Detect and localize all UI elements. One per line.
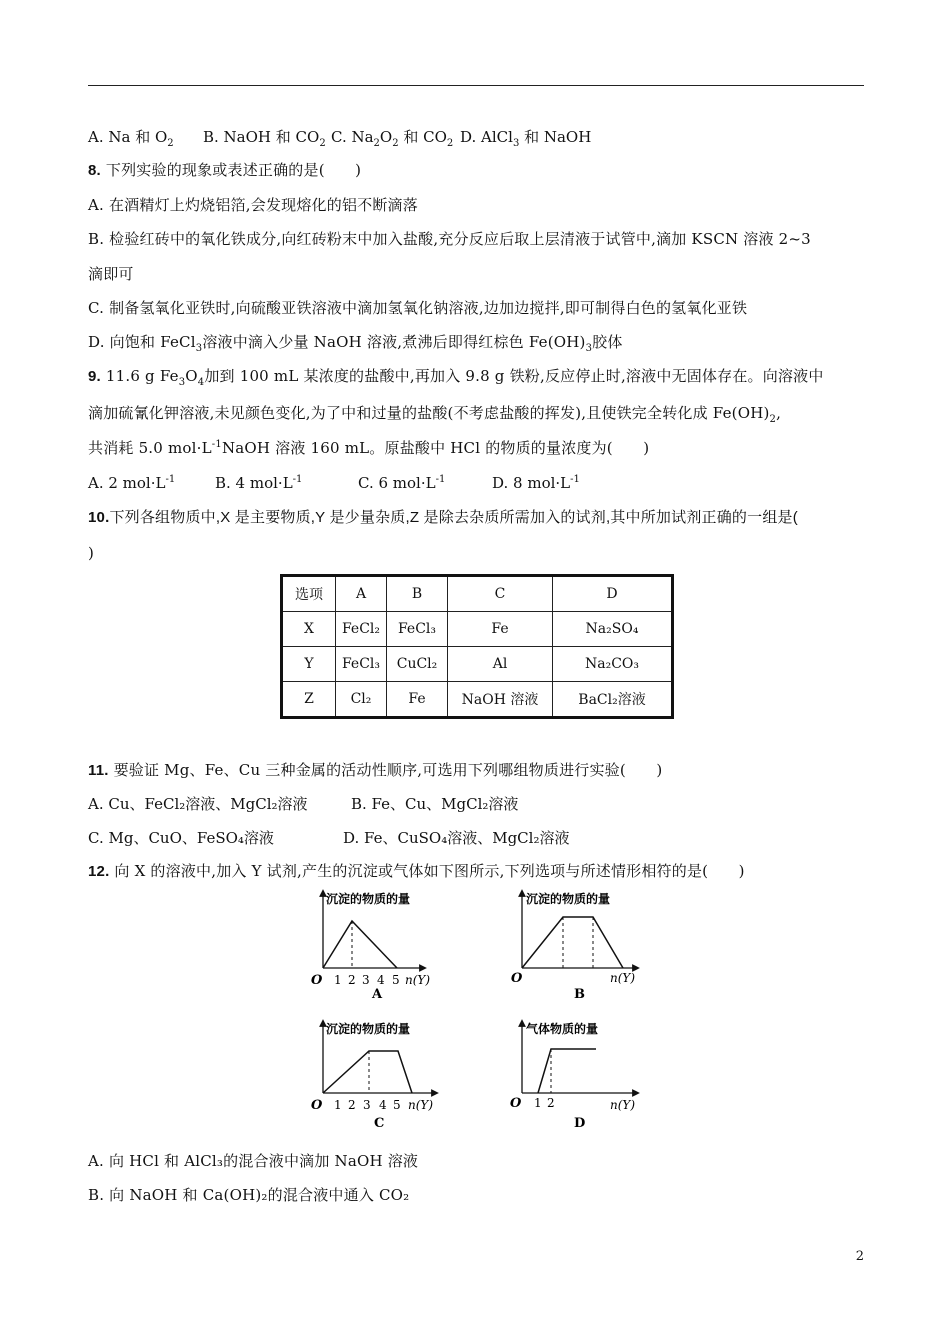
q7-option-c: C. $Na_2O_2$ 和 $CO_2$ [331,128,454,149]
table-cell: FeCl₃ [336,647,387,682]
table-cell: Na₂SO₄ [553,612,673,647]
ylabel: 沉淀的物质的量 [326,1022,411,1036]
page-number: 2 [855,1249,864,1264]
table-cell: Y [282,647,336,682]
tick-label: 1 [534,1096,542,1110]
origin-label: O [511,971,523,986]
table-row [282,682,673,718]
q9-option-b: B. 4 $mol\cdot L^{-1}$ [215,474,303,492]
xlabel: n(Y) [610,971,636,985]
xlabel: n(Y) [408,1098,434,1112]
graph-caption: D [574,1116,586,1131]
q7-option-b: B. NaOH 和 $CO_2$ [203,128,326,149]
q9-option-c: C. 6 $mol\cdot L^{-1}$ [358,474,446,492]
q9-option-a: A. 2 $mol\cdot L^{-1}$ [88,474,176,492]
origin-label: O [311,1098,323,1113]
table-cell: Z [282,682,336,718]
graph-a [305,885,445,1005]
graph-d [508,1015,648,1135]
table-row [282,647,673,682]
table-cell: X [282,612,336,647]
q11-option-c: C. Mg、CuO、FeSO₄溶液 [88,829,274,847]
table-cell: Na₂CO₃ [553,647,673,682]
table-cell: D [553,576,673,612]
q11-stem: 11. 要验证 Mg、Fe、Cu 三种金属的活动性顺序,可选用下列哪组物质进行实验( ) [88,761,663,779]
header-rule [88,85,864,86]
table-cell: Fe [448,612,553,647]
ylabel: 沉淀的物质的量 [526,892,611,906]
q12-stem: 12. 向 X 的溶液中,加入 Y 试剂,产生的沉淀或气体如下图所示,下列选项与所述情形相符的是( ) [88,862,745,880]
graph-c [305,1015,445,1135]
q10-stem: 10.下列各组物质中,X 是主要物质,Y 是少量杂质,Z 是除去杂质所需加入的试剂,其中所加试剂正确的一组是( [88,509,798,526]
tick-label: 2 [547,1096,555,1110]
tick-label: 5 [392,973,400,987]
tick-label: 4 [377,973,385,987]
xlabel: n(Y) [610,1098,636,1112]
q8-option-a: A. 在酒精灯上灼烧铝箔,会发现熔化的铝不断滴落 [88,196,418,214]
tick-label: 5 [393,1098,401,1112]
table-cell: CuCl₂ [387,647,448,682]
q9-line2: 滴加硫氰化钾溶液,未见颜色变化,为了中和过量的盐酸(不考虑盐酸的挥发),且使铁完全转化成 $Fe(OH)_2$, [88,404,782,425]
q7-option-d: D. AlCl$_3$ 和 NaOH [460,128,592,149]
tick-label: 3 [363,1098,371,1112]
graph-caption: C [374,1116,385,1131]
tick-label: 3 [362,973,370,987]
table-cell: C [448,576,553,612]
table-cell: FeCl₂ [336,612,387,647]
table-cell: FeCl₃ [387,612,448,647]
tick-label: 2 [348,1098,356,1112]
q9-line3: 共消耗 5.0 $mol\cdot L^{-1}NaOH$ 溶液 160 mL。原盐酸中 HCl 的物质的量浓度为( ) [88,439,650,457]
q8-stem: 8. 下列实验的现象或表述正确的是( ) [88,161,362,179]
xlabel: n(Y) [405,973,431,987]
table-cell: BaCl₂溶液 [553,682,673,718]
table-row [282,576,673,612]
origin-label: O [510,1096,522,1111]
q12-option-b: B. 向 NaOH 和 Ca(OH)₂的混合液中通入 CO₂ [88,1186,410,1204]
tick-label: 1 [334,1098,342,1112]
graph-caption: B [574,987,585,1002]
q11-option-b: B. Fe、Cu、MgCl₂溶液 [351,795,519,813]
graph-b [508,885,648,1005]
q8-option-b-line1: B. 检验红砖中的氧化铁成分,向红砖粉末中加入盐酸,充分反应后取上层清液于试管中,滴加 KSCN 溶液 2~3 [88,230,811,248]
table-cell: NaOH 溶液 [448,682,553,718]
table-cell: B [387,576,448,612]
table-cell: A [336,576,387,612]
q8-option-c: C. 制备氢氧化亚铁时,向硫酸亚铁溶液中滴加氢氧化钠溶液,边加边搅拌,即可制得白色的氢氧化亚铁 [88,299,748,317]
table-row [282,612,673,647]
ylabel: 气体物质的量 [526,1022,599,1036]
table-cell: Cl₂ [336,682,387,718]
graph-caption: A [372,987,383,1002]
q10-table [280,574,674,719]
q10-stem-end: ) [88,544,95,562]
q9-line1: 9. 11.6 g $Fe_3O_4$加到 100 mL 某浓度的盐酸中,再加入 9.8 g 铁粉,反应停止时,溶液中无固体存在。向溶液中 [88,367,824,388]
q8-option-b-line2: 滴即可 [88,265,134,283]
q9-option-d: D. 8 $mol\cdot L^{-1}$ [492,474,580,492]
table-cell: 选项 [282,576,336,612]
origin-label: O [311,973,323,988]
tick-label: 1 [334,973,342,987]
q7-option-a: A. Na 和 $O_2$ [88,128,174,149]
q11-option-a: A. Cu、FeCl₂溶液、MgCl₂溶液 [88,795,308,813]
tick-label: 2 [348,973,356,987]
table-cell: Al [448,647,553,682]
ylabel: 沉淀的物质的量 [326,892,411,906]
q12-option-a: A. 向 HCl 和 AlCl₃的混合液中滴加 NaOH 溶液 [88,1152,419,1170]
q8-option-d: D. 向饱和 FeCl$_3$溶液中滴入少量 NaOH 溶液,煮沸后即得红棕色 $Fe(OH)_3$胶体 [88,333,623,354]
q11-option-d: D. Fe、CuSO₄溶液、MgCl₂溶液 [343,829,570,847]
table-cell: Fe [387,682,448,718]
tick-label: 4 [379,1098,387,1112]
